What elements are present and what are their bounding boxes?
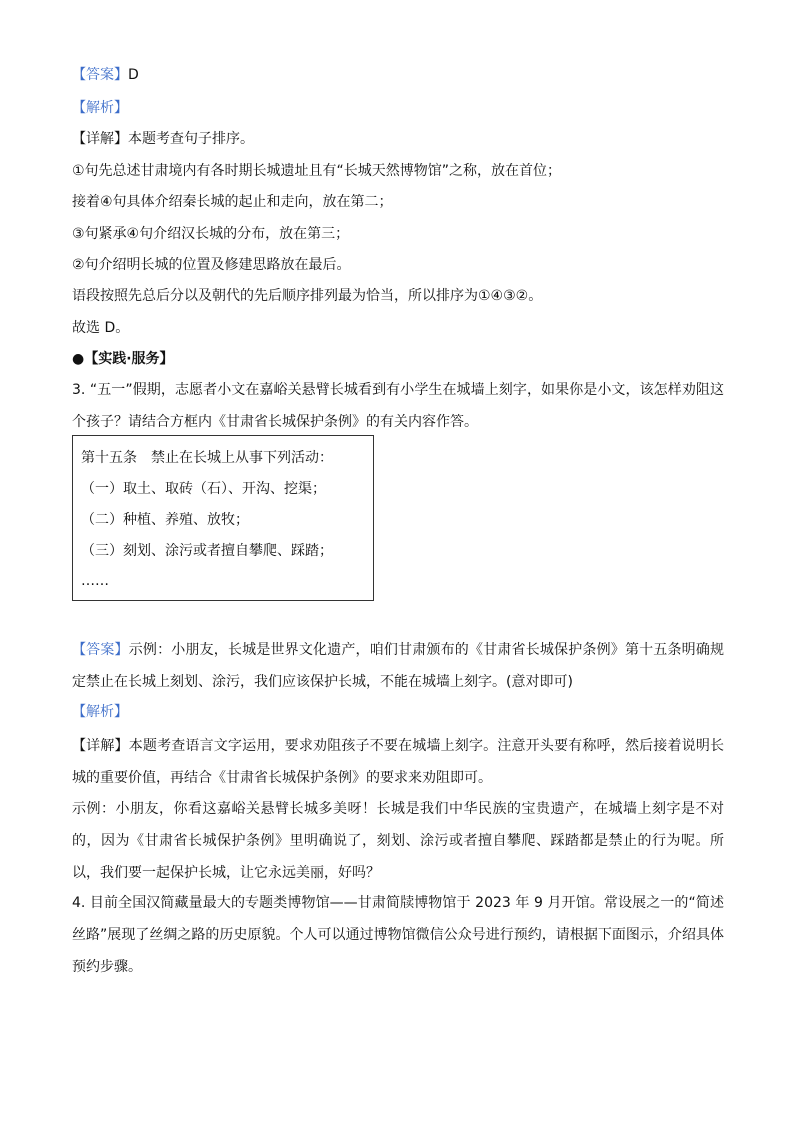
explanation-line: 接着④句具体介绍秦长城的起止和走向，放在第二； <box>72 194 393 210</box>
regulation-line: 第十五条 禁止在长城上从事下列活动： <box>81 450 333 466</box>
detail-text: 本题考查语言文字运用，要求劝阻孩子不要在城墙上刻字。注意开头要有称呼，然后接着说明长城的重要价值，再结合《甘肃省长城保护条例》的要求来劝阻即可。 <box>72 738 725 786</box>
detail-tag: 【详解】 <box>72 131 128 147</box>
explanation-line: 语段按照先总后分以及朝代的先后顺序排列最为恰当，所以排序为①④③②。 <box>72 288 543 304</box>
regulation-line: …… <box>81 573 109 589</box>
practice-heading: ●【实践·服务】 <box>72 351 174 367</box>
explanation-line: ③句紧承④句介绍汉长城的分布，放在第三； <box>72 226 350 242</box>
answer-value: D <box>128 67 139 83</box>
analysis-line-3 <box>72 702 128 722</box>
regulation-line: （三）刻划、涂污或者擅自攀爬、踩踏； <box>81 543 333 559</box>
analysis-tag: 【解析】 <box>72 704 128 720</box>
conclusion-line: 故选 D。 <box>72 320 130 336</box>
regulation-box <box>72 435 374 601</box>
answer-tag: 【答案】 <box>72 67 128 83</box>
answer-tag: 【答案】 <box>72 642 129 658</box>
regulation-line: （二）种植、养殖、放牧； <box>81 512 249 528</box>
explanation-line: ①句先总述甘肃境内有各时期长城遗址且有“长城天然博物馆”之称，放在首位； <box>72 163 562 179</box>
question-4-text: 4. 目前全国汉简藏量最大的专题类博物馆——甘肃简牍博物馆于 2023 年 9 月开馆。常设展之一的“简述丝路”展现了丝绸之路的历史原貌。个人可以通过博物馆微信公众号进行预约，请根据下面图示，介绍具体预约步骤。 <box>72 895 724 975</box>
example-paragraph-3: 示例：小朋友，你看这嘉峪关悬臂长城多美呀！长城是我们中华民族的宝贵遗产，在城墙上刻字是不对的，因为《甘肃省长城保护条例》里明确说了，刻划、涂污或者擅自攀爬、踩踏都是禁止的行为呢。所以，我们要一起保护长城，让它永远美丽，好吗？ <box>72 801 724 881</box>
analysis-line-1 <box>72 98 128 118</box>
explanation-line: ②句介绍明长城的位置及修建思路放在最后。 <box>72 257 351 273</box>
answer-text: 示例：小朋友，长城是世界文化遗产，咱们甘肃颁布的《甘肃省长城保护条例》第十五条明确规定禁止在长城上刻划、涂污，我们应该保护长城，不能在城墙上刻字。(意对即可) <box>72 642 725 690</box>
regulation-line: （一）取土、取砖（石）、开沟、挖渠； <box>81 481 326 497</box>
analysis-tag: 【解析】 <box>72 100 128 116</box>
detail-line-1 <box>72 129 254 149</box>
answer-paragraph-3 <box>72 634 724 698</box>
answer-line-1 <box>72 65 139 85</box>
detail-intro: 本题考查句子排序。 <box>128 131 254 147</box>
detail-paragraph-3 <box>72 730 724 794</box>
detail-tag: 【详解】 <box>72 738 129 754</box>
question-3-text: 3. “五一”假期，志愿者小文在嘉峪关悬臂长城看到有小学生在城墙上刻字，如果你是小文，该怎样劝阻这个孩子？请结合方框内《甘肃省长城保护条例》的有关内容作答。 <box>72 382 724 430</box>
